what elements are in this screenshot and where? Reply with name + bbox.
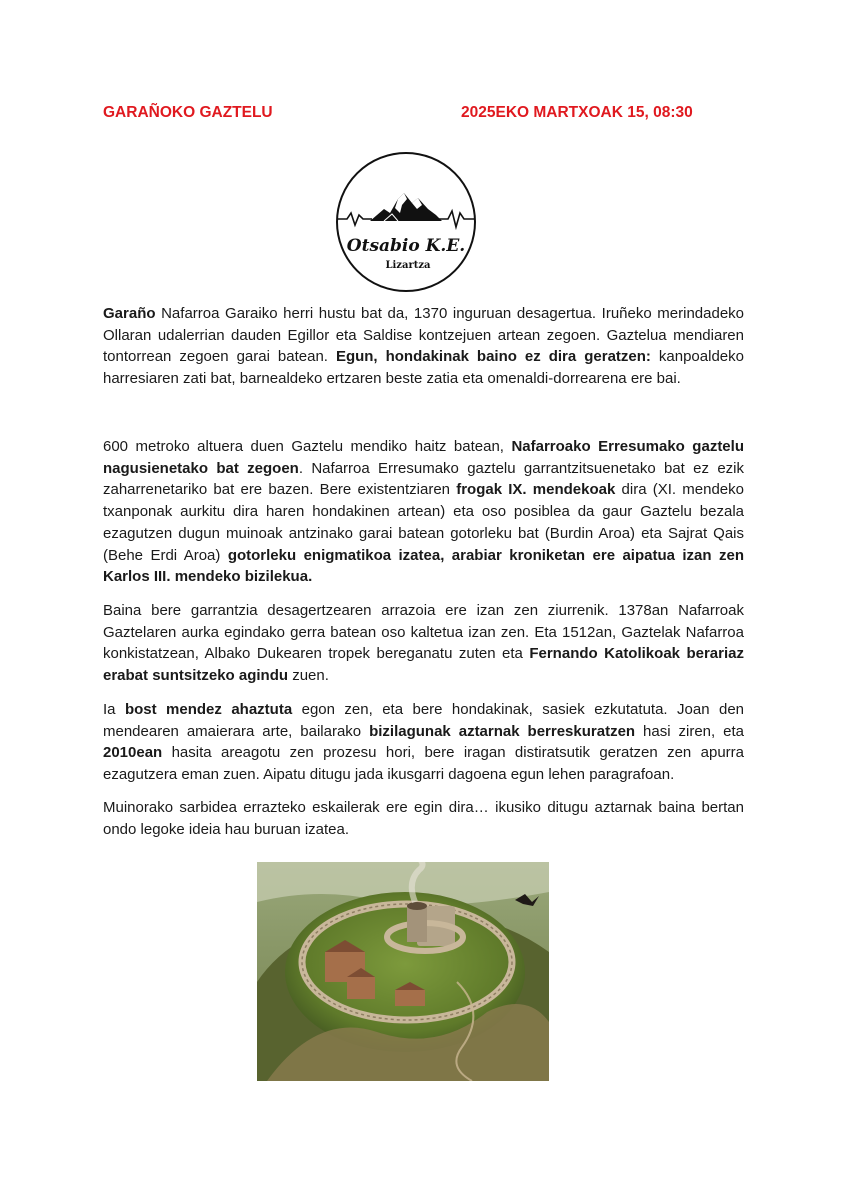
text-segment: kanpoaldeko harresiaren zati bat, barnealdeko ertzaren beste zatia eta omenaldi-dorrearena ere bai.	[103, 348, 744, 388]
logo-name: Otsabio K.E.	[346, 236, 466, 256]
mountain-heartbeat-icon	[332, 151, 480, 293]
paragraph-text	[103, 436, 744, 588]
paragraph-4	[103, 699, 744, 786]
bold-text-segment: bost mendez ahaztuta	[124, 701, 293, 718]
text-segment: zuen.	[288, 667, 329, 685]
text-segment: 600 metroko altuera duen Gaztelu mendiko haitz batean,	[103, 438, 512, 455]
text-segment: hasita areagotu zen prozesu hori, bere iragan distiratsutik geratzen zen apurra ezagutzera eman zuen. Aipatu ditugu jada ikusgarri dagoena egun lehen paragrafoan.	[103, 744, 744, 784]
paragraph-text	[103, 797, 744, 840]
paragraph-5	[103, 797, 744, 840]
text-segment: Ia	[103, 701, 125, 718]
page-title: GARAÑOKO GAZTELU	[103, 104, 273, 121]
bold-text-segment: Garaño	[103, 305, 156, 322]
text-segment: Baina bere garrantzia desagertzearen arrazoia ere izan zen ziurrenik. 1378an Nafarroak Gaztelaren aurka egindako gerra batean oso kaltetua izan zen. Eta 1512an, Gaztelak Nafarroa konkistatzean, Albako Dukearen tropek bereganatu zuten eta	[103, 602, 744, 663]
logo-place: Lizartza	[385, 260, 431, 271]
event-date: 2025EKO MARTXOAK 15, 08:30	[461, 104, 693, 121]
text-segment: dira (XI. mendeko txanponak aurkitu dira haren hondakinen artean) eta oso posiblea da gaur Gaztelu bezala ezagutzen dugun muinoak antzinako garai batean gotorleku bat (Burdin Aroa) eta Sajrat Qais (Behe Erdi Aroa)	[103, 481, 744, 564]
bold-text-segment: Fernando Katolikoak berariaz erabat suntsitzeko agindu	[103, 645, 744, 685]
paragraph-text	[103, 699, 744, 786]
club-logo	[332, 151, 480, 293]
paragraph-text	[103, 303, 744, 390]
bold-text-segment: 2010ean	[103, 744, 163, 762]
text-segment: . Nafarroa Erresumako gaztelu garrantzitsuenetako bat ez ezik zaharrenetariko bat ere bazen. Bere existentziaren	[103, 459, 744, 499]
text-segment: Nafarroa Garaiko herri hustu bat da, 1370 inguruan desagertua. Iruñeko merindadeko Ollaran udalerrian dauden Egillor eta Saldise kontzejuen artean zegoen. Gaztelua mendiaren tontorrean zegoen garai batean.	[103, 305, 744, 366]
bold-text-segment: bizilagunak aztarnak berreskuratzen	[369, 722, 636, 740]
bold-text-segment: frogak IX. mendekoak	[456, 481, 616, 499]
bold-text-segment: gotorleku enigmatikoa izatea, arabiar kroniketan ere aipatua izan zen Karlos III. mendeko bizilekua.	[103, 546, 744, 586]
text-segment: Muinorako sarbidea errazteko eskailerak ere egin dira… ikusiko ditugu aztarnak baina bertan ondo legoke ideia hau buruan izatea.	[103, 799, 744, 838]
page-header	[103, 104, 723, 126]
bold-text-segment: Nafarroako Erresumako gaztelu nagusienetako bat zegoen	[103, 438, 744, 477]
paragraph-3	[103, 600, 744, 687]
text-segment: egon zen, eta bere hondakinak, sasiek ezkutatuta. Joan den mendearen amaierara arte, bailarako	[103, 701, 745, 740]
bold-text-segment: Egun, hondakinak baino ez dira geratzen:	[335, 348, 651, 366]
text-segment: hasi ziren, eta	[635, 722, 744, 740]
paragraph-2	[103, 436, 744, 588]
castle-reconstruction-image	[257, 862, 549, 1081]
paragraph-text	[103, 600, 744, 687]
paragraph-1	[103, 303, 744, 390]
